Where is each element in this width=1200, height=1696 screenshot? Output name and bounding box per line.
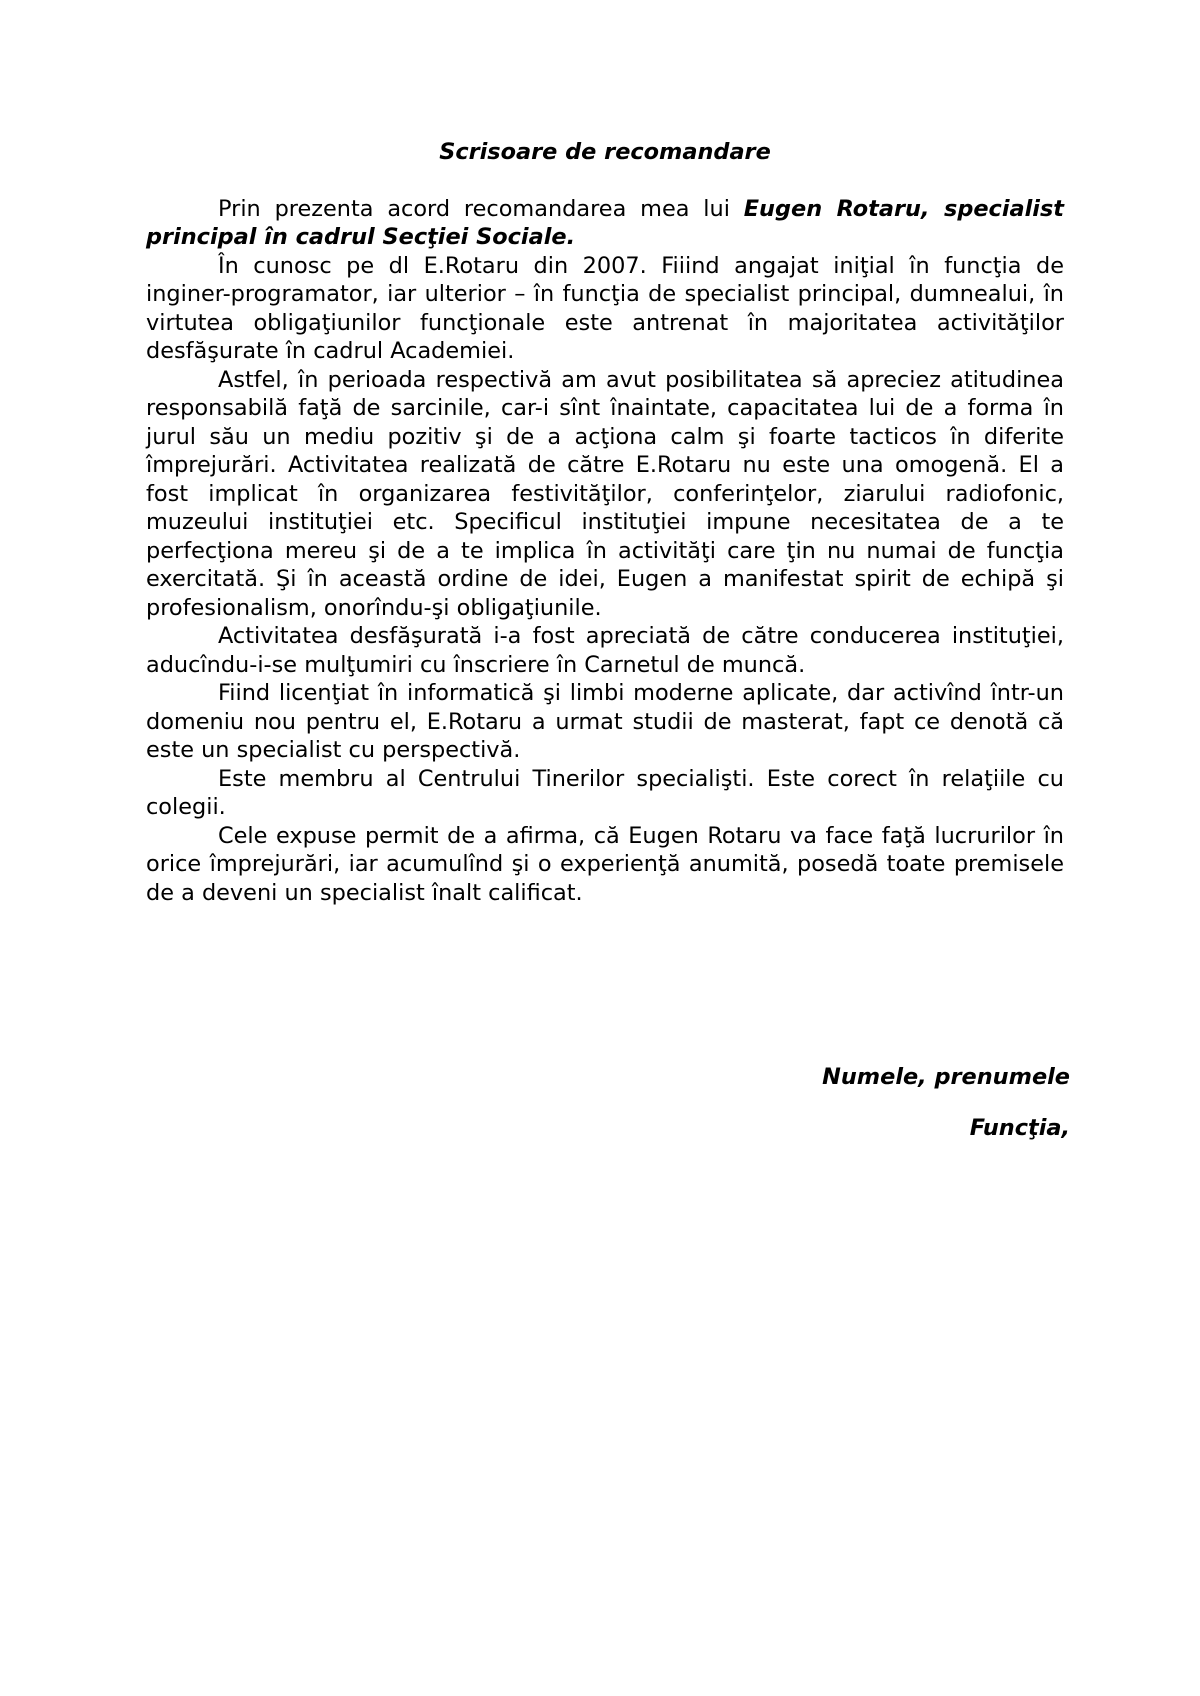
- paragraph-conclusion: Cele expuse permit de a afirma, că Eugen Rotaru va face faţă lucrurilor în orice împrejurări, iar acumulînd şi o experienţă anumită, posedă toate premisele de a deveni un specialist înalt calificat.: [146, 822, 1064, 906]
- paragraph-appreciation: Activitatea desfăşurată i-a fost apreciată de către conducerea instituţiei, aducîndu-i-se mulţumiri cu înscriere în Carnetul de muncă.: [146, 623, 1064, 678]
- letter-title: Scrisoare de recomandare: [439, 139, 771, 165]
- intro-period: .: [566, 224, 576, 250]
- recommended-person: Eugen Rotaru, specialist principal în cadrul Secţiei Sociale: [146, 195, 1064, 250]
- intro-paragraph: [146, 195, 1064, 252]
- signature-role-label: Funcţia,: [969, 1115, 1070, 1141]
- paragraph-membership: Este membru al Centrului Tinerilor specialişti. Este corect în relaţiile cu colegii.: [146, 765, 1064, 820]
- paragraph-education: Fiind licenţiat în informatică şi limbi moderne aplicate, dar activînd într-un domeniu nou pentru el, E.Rotaru a urmat studii de masterat, fapt ce denotă că este un specialist cu perspectivă.: [146, 680, 1064, 763]
- signature-name-label: Numele, prenumele: [822, 1064, 1070, 1090]
- letter-body: [146, 138, 1064, 907]
- paragraph-activity: Astfel, în perioada respectivă am avut posibilitatea să apreciez atitudinea responsabilă faţă de sarcinile, car-i sînt înaintate, capacitatea lui de a forma în jurul său un mediu pozitiv şi de a acţiona calm şi foarte tacticos în diferite împrejurări. Activitatea realizată de către E.Rotaru nu este una omogenă. El a fost implicat în organizarea festivităţilor, conferinţelor, ziarului radiofonic, muzeului instituţiei etc. Specificul instituţiei impune necesitatea de a te perfecţiona mereu şi de a te implica în activităţi care ţin nu numai de funcţia exercitată. Şi în această ordine de idei, Eugen a manifestat spirit de echipă şi profesionalism, onorîndu-şi obligaţiunile.: [146, 366, 1064, 621]
- paragraph-acquaintance: În cunosc pe dl E.Rotaru din 2007. Fiiind angajat iniţial în funcţia de inginer-programator, iar ulterior – în funcţia de specialist principal, dumnealui, în virtutea obligaţiunilor funcţionale este antrenat în majoritatea activităţilor desfăşurate în cadrul Academiei.: [146, 252, 1064, 364]
- intro-text: Prin prezenta acord recomandarea mea lui: [218, 195, 744, 222]
